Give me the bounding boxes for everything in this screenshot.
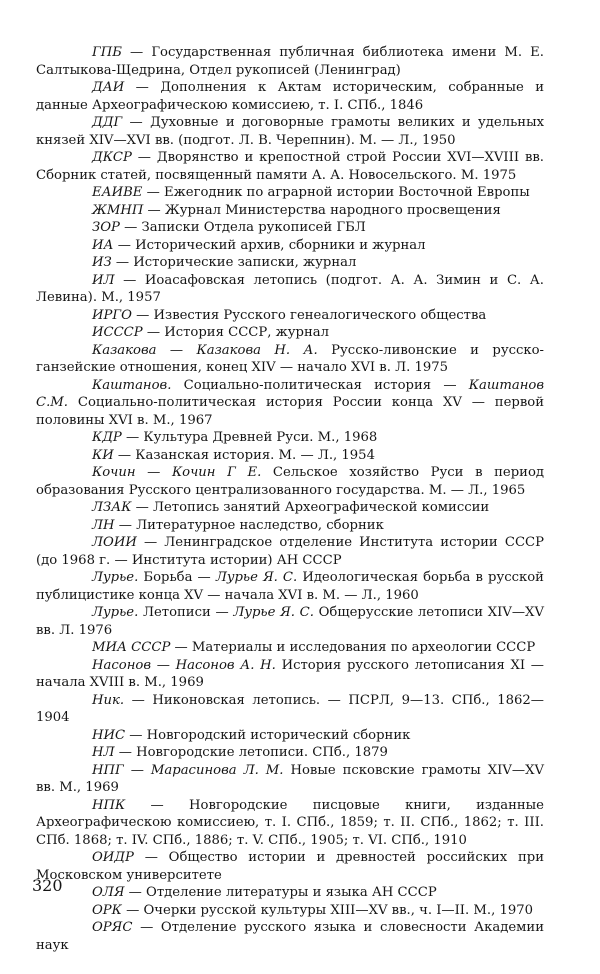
entry-text: Ежегодник по аграрной истории Восточной Европы (164, 185, 530, 200)
list-item: ЛЗАК — Летопись занятий Археографической комиссии (92, 500, 490, 515)
author-name: Лурье Я. С. (215, 570, 298, 585)
list-item (36, 604, 544, 639)
entry-text: Известия Русского генеалогического общества (153, 307, 487, 323)
abbreviation: ДКСР (92, 150, 132, 165)
list-item: ОИДР — Общество истории и древностей российских при Московском университете (36, 850, 544, 883)
abbreviation: Кочин (92, 465, 136, 480)
abbreviation: НПК (92, 797, 126, 813)
entry-text: Отделение русского языка и словесности Академии наук (36, 920, 544, 953)
list-item: ИА — Исторический архив, сборники и журнал (92, 237, 426, 253)
entry-text: Исторический архив, сборники и журнал (135, 237, 426, 253)
abbreviation: ЗОР (92, 220, 120, 235)
abbreviation: ИЗ (92, 255, 112, 270)
entry-text: Социально-политическая история — (183, 377, 457, 393)
abbreviation: Лурье. (92, 570, 139, 585)
entry-text: Летописи — (142, 605, 229, 620)
abbreviation: Лурье. (92, 605, 139, 620)
list-item: ДКСР — Дворянство и крепостной строй России XVI—XVIII вв. Сборник статей, посвященный памяти А. А. Новосельского. М. 1975 (36, 150, 544, 183)
list-item: ЕАИВЕ — Ежегодник по аграрной истории Восточной Европы (92, 185, 530, 200)
abbreviation: ИССCР (92, 325, 143, 340)
list-item: НПК — Новгородские писцовые книги, изданные Археографическою комиссиею, т. I. СПб., 1859; т. II. СПб., 1862; т. III. СПб. 1868; т. IV. СПб., 1886; т. V. СПб., 1905; т. VI. СПб., 1910 (36, 797, 544, 848)
list-item: ОРК — Очерки русской культуры XIII—XV вв., ч. I—II. М., 1970 (92, 902, 534, 918)
entry-text: Социально-политическая история России конца XV — первой половины XVI в. М., 1967 (36, 395, 544, 428)
abbreviation: Насонов (92, 657, 151, 673)
list-item: ДАИ — Дополнения к Актам историческим, собранные и данные Археографическою комиссиею, т. I. СПб., 1846 (36, 80, 544, 113)
list-item: НПГ — Марасинова Л. М. Новые псковские грамоты XIV—XV вв. М., 1969 (36, 762, 544, 795)
list-item (36, 569, 544, 604)
list-item: Ник. — Никоновская летопись. — ПСРЛ, 9—13. СПб., 1862—1904 (36, 692, 544, 725)
abbreviation: ЛЗАК (92, 500, 132, 515)
entry-text: Сельское хозяйство Руси в период образования Русского централизованного государства. М. — Л., 1965 (36, 465, 545, 498)
list-item: ГПБ — Государственная публичная библиотека имени М. Е. Салтыкова-Щедрина, Отдел рукописей (Ленинград) (36, 45, 544, 78)
list-item: Кочин — Кочин Г Е. Сельское хозяйство Руси в период образования Русского централизованного государства. М. — Л., 1965 (36, 465, 545, 498)
entry-text: Записки Отдела рукописей ГБЛ (141, 220, 366, 235)
abbreviation: ИЛ (92, 272, 115, 288)
entry-text: Материалы и исследования по археологии СССР (191, 640, 536, 655)
abbreviation: ЛН (92, 517, 115, 533)
page-number: 320 (32, 876, 63, 895)
entry-text: История русского летописания XI — начала XVIII в. М., 1969 (36, 657, 544, 690)
entry-text: Литературное наследство, сборник (136, 517, 384, 533)
entry-text: Журнал Министерства народного просвещения (164, 202, 501, 218)
list-item: МИА СССР — Материалы и исследования по археологии СССР (92, 640, 536, 655)
entry-text: Никоновская летопись. — ПСРЛ, 9—13. СПб., 1862—1904 (36, 692, 544, 725)
list-item: КДР — Культура Древней Руси. М., 1968 (92, 430, 378, 445)
entry-text: Идеологическая борьба в русской публицистике конца XV — начала XVI в. М. — Л., 1960 (36, 570, 544, 603)
abbreviation: Ник. (92, 692, 125, 708)
entry-text: Новгородские летописи. СПб., 1879 (136, 745, 388, 760)
abbreviation: ИРГО (92, 307, 132, 323)
list-item: НЛ — Новгородские летописи. СПб., 1879 (92, 745, 388, 760)
list-item: ИЗ — Исторические записки, журнал (92, 255, 357, 270)
entry-text: Дворянство и крепостной строй России XVI—XVIII вв. Сборник статей, посвященный памяти А. А. Новосельского. М. 1975 (36, 150, 544, 183)
abbreviation: НИС (92, 727, 126, 743)
abbreviation: Каштанов. (92, 377, 172, 393)
list-item: ИССCР — История СССР, журнал (92, 325, 329, 340)
entry-text: Духовные и договорные грамоты великих и удельных князей XIV—XVI вв. (подгот. Л. В. Черепнин). М. — Л., 1950 (36, 115, 545, 148)
author-name: Марасинова Л. М. (150, 762, 284, 778)
abbreviation: ДАИ (92, 80, 125, 95)
entry-text: Летопись занятий Археографической комиссии (153, 500, 490, 515)
entry-text: Новгородские писцовые книги, изданные Археографическою комиссиею, т. I. СПб., 1859; т. II. СПб., 1862; т. III. СПб. 1868; т. IV. СПб., 1886; т. V. СПб., 1905; т. VI. СПб., 1910 (36, 797, 544, 848)
abbreviation: Казакова (92, 342, 157, 358)
list-item: ЗОР — Записки Отдела рукописей ГБЛ (92, 220, 366, 235)
entry-text: Исторические записки, журнал (133, 255, 357, 270)
abbreviation: ГПБ (92, 45, 122, 60)
abbreviation: ОРЯС (92, 920, 133, 935)
list-item: ИРГО — Известия Русского генеалогического общества (92, 307, 487, 323)
entry-text: Общество истории и древностей российских при Московском университете (36, 850, 544, 883)
list-item: ДДГ — Духовные и договорные грамоты великих и удельных князей XIV—XVI вв. (подгот. Л. В. Черепнин). М. — Л., 1950 (36, 115, 545, 148)
abbreviation: КДР (92, 430, 122, 445)
abbreviation: ИА (92, 237, 114, 253)
entry-text: Иоасафовская летопись (подгот. А. А. Зимин и С. А. Левина). М., 1957 (36, 272, 544, 305)
abbreviation: НПГ (92, 762, 124, 778)
entry-text: Новгородский исторический сборник (146, 727, 411, 743)
entry-text: Новые псковские грамоты XIV—XV вв. М., 1969 (36, 762, 544, 795)
entry-text: Русско-ливонские и русско-ганзейские отношения, конец XIV — начало XVI в. Л. 1975 (36, 342, 545, 375)
abbreviation: ОЛЯ (92, 885, 125, 900)
entry-text: Очерки русской культуры XIII—XV вв., ч. I—II. М., 1970 (143, 902, 534, 918)
abbreviation: ОИДР (92, 850, 134, 865)
list-item: ОЛЯ — Отделение литературы и языка АН СССР (92, 885, 437, 900)
abbreviation: ОРК (92, 902, 122, 918)
abbreviation: ДДГ (92, 115, 123, 130)
entry-text: Борьба — (143, 570, 211, 585)
abbreviation: ЖМНП (92, 202, 144, 218)
entry-text: Государственная публичная библиотека имени М. Е. Салтыкова-Щедрина, Отдел рукописей (Ленинград) (36, 45, 544, 78)
author-name: Казакова Н. А. (196, 342, 318, 358)
list-item (36, 377, 544, 430)
list-item: ОРЯС — Отделение русского языка и словесности Академии наук (36, 920, 544, 953)
entry-text: Общерусские летописи XIV—XV вв. Л. 1976 (36, 605, 544, 638)
author-name: Лурье Я. С. (233, 605, 314, 620)
entry-text: Ленинградское отделение Института истории СССР (до 1968 г. — Института истории) АН СССР (36, 535, 544, 568)
author-name: Каштанов С.М. (36, 377, 544, 410)
list-item: КИ — Казанская история. М. — Л., 1954 (92, 447, 375, 463)
abbreviation: КИ (92, 447, 114, 463)
author-name: Кочин Г Е. (171, 465, 262, 480)
entry-text: Отделение литературы и языка АН СССР (146, 885, 437, 900)
abbreviation: МИА СССР (92, 640, 171, 655)
entry-text: Дополнения к Актам историческим, собранные и данные Археографическою комиссиею, т. I. СПб., 1846 (36, 80, 544, 113)
abbreviation: НЛ (92, 745, 115, 760)
abbreviation: ЛОИИ (92, 535, 137, 550)
entry-text: Казанская история. М. — Л., 1954 (135, 447, 375, 463)
author-name: Насонов А. Н. (175, 657, 276, 673)
list-item: Насонов — Насонов А. Н. История русского летописания XI — начала XVIII в. М., 1969 (36, 657, 544, 690)
list-item: ЛН — Литературное наследство, сборник (92, 517, 384, 533)
abbreviation: ЕАИВЕ (92, 185, 143, 200)
list-item: ЛОИИ — Ленинградское отделение Института истории СССР (до 1968 г. — Института истории) АН СССР (36, 535, 544, 568)
abbreviations-list (36, 44, 544, 954)
list-item: ЖМНП — Журнал Министерства народного просвещения (92, 202, 501, 218)
entry-text: История СССР, журнал (164, 325, 329, 340)
entry-text: Культура Древней Руси. М., 1968 (143, 430, 378, 445)
list-item: ИЛ — Иоасафовская летопись (подгот. А. А. Зимин и С. А. Левина). М., 1957 (36, 272, 544, 305)
list-item: НИС — Новгородский исторический сборник (92, 727, 411, 743)
list-item: Казакова — Казакова Н. А. Русско-ливонские и русско-ганзейские отношения, конец XIV — начало XVI в. Л. 1975 (36, 342, 545, 375)
